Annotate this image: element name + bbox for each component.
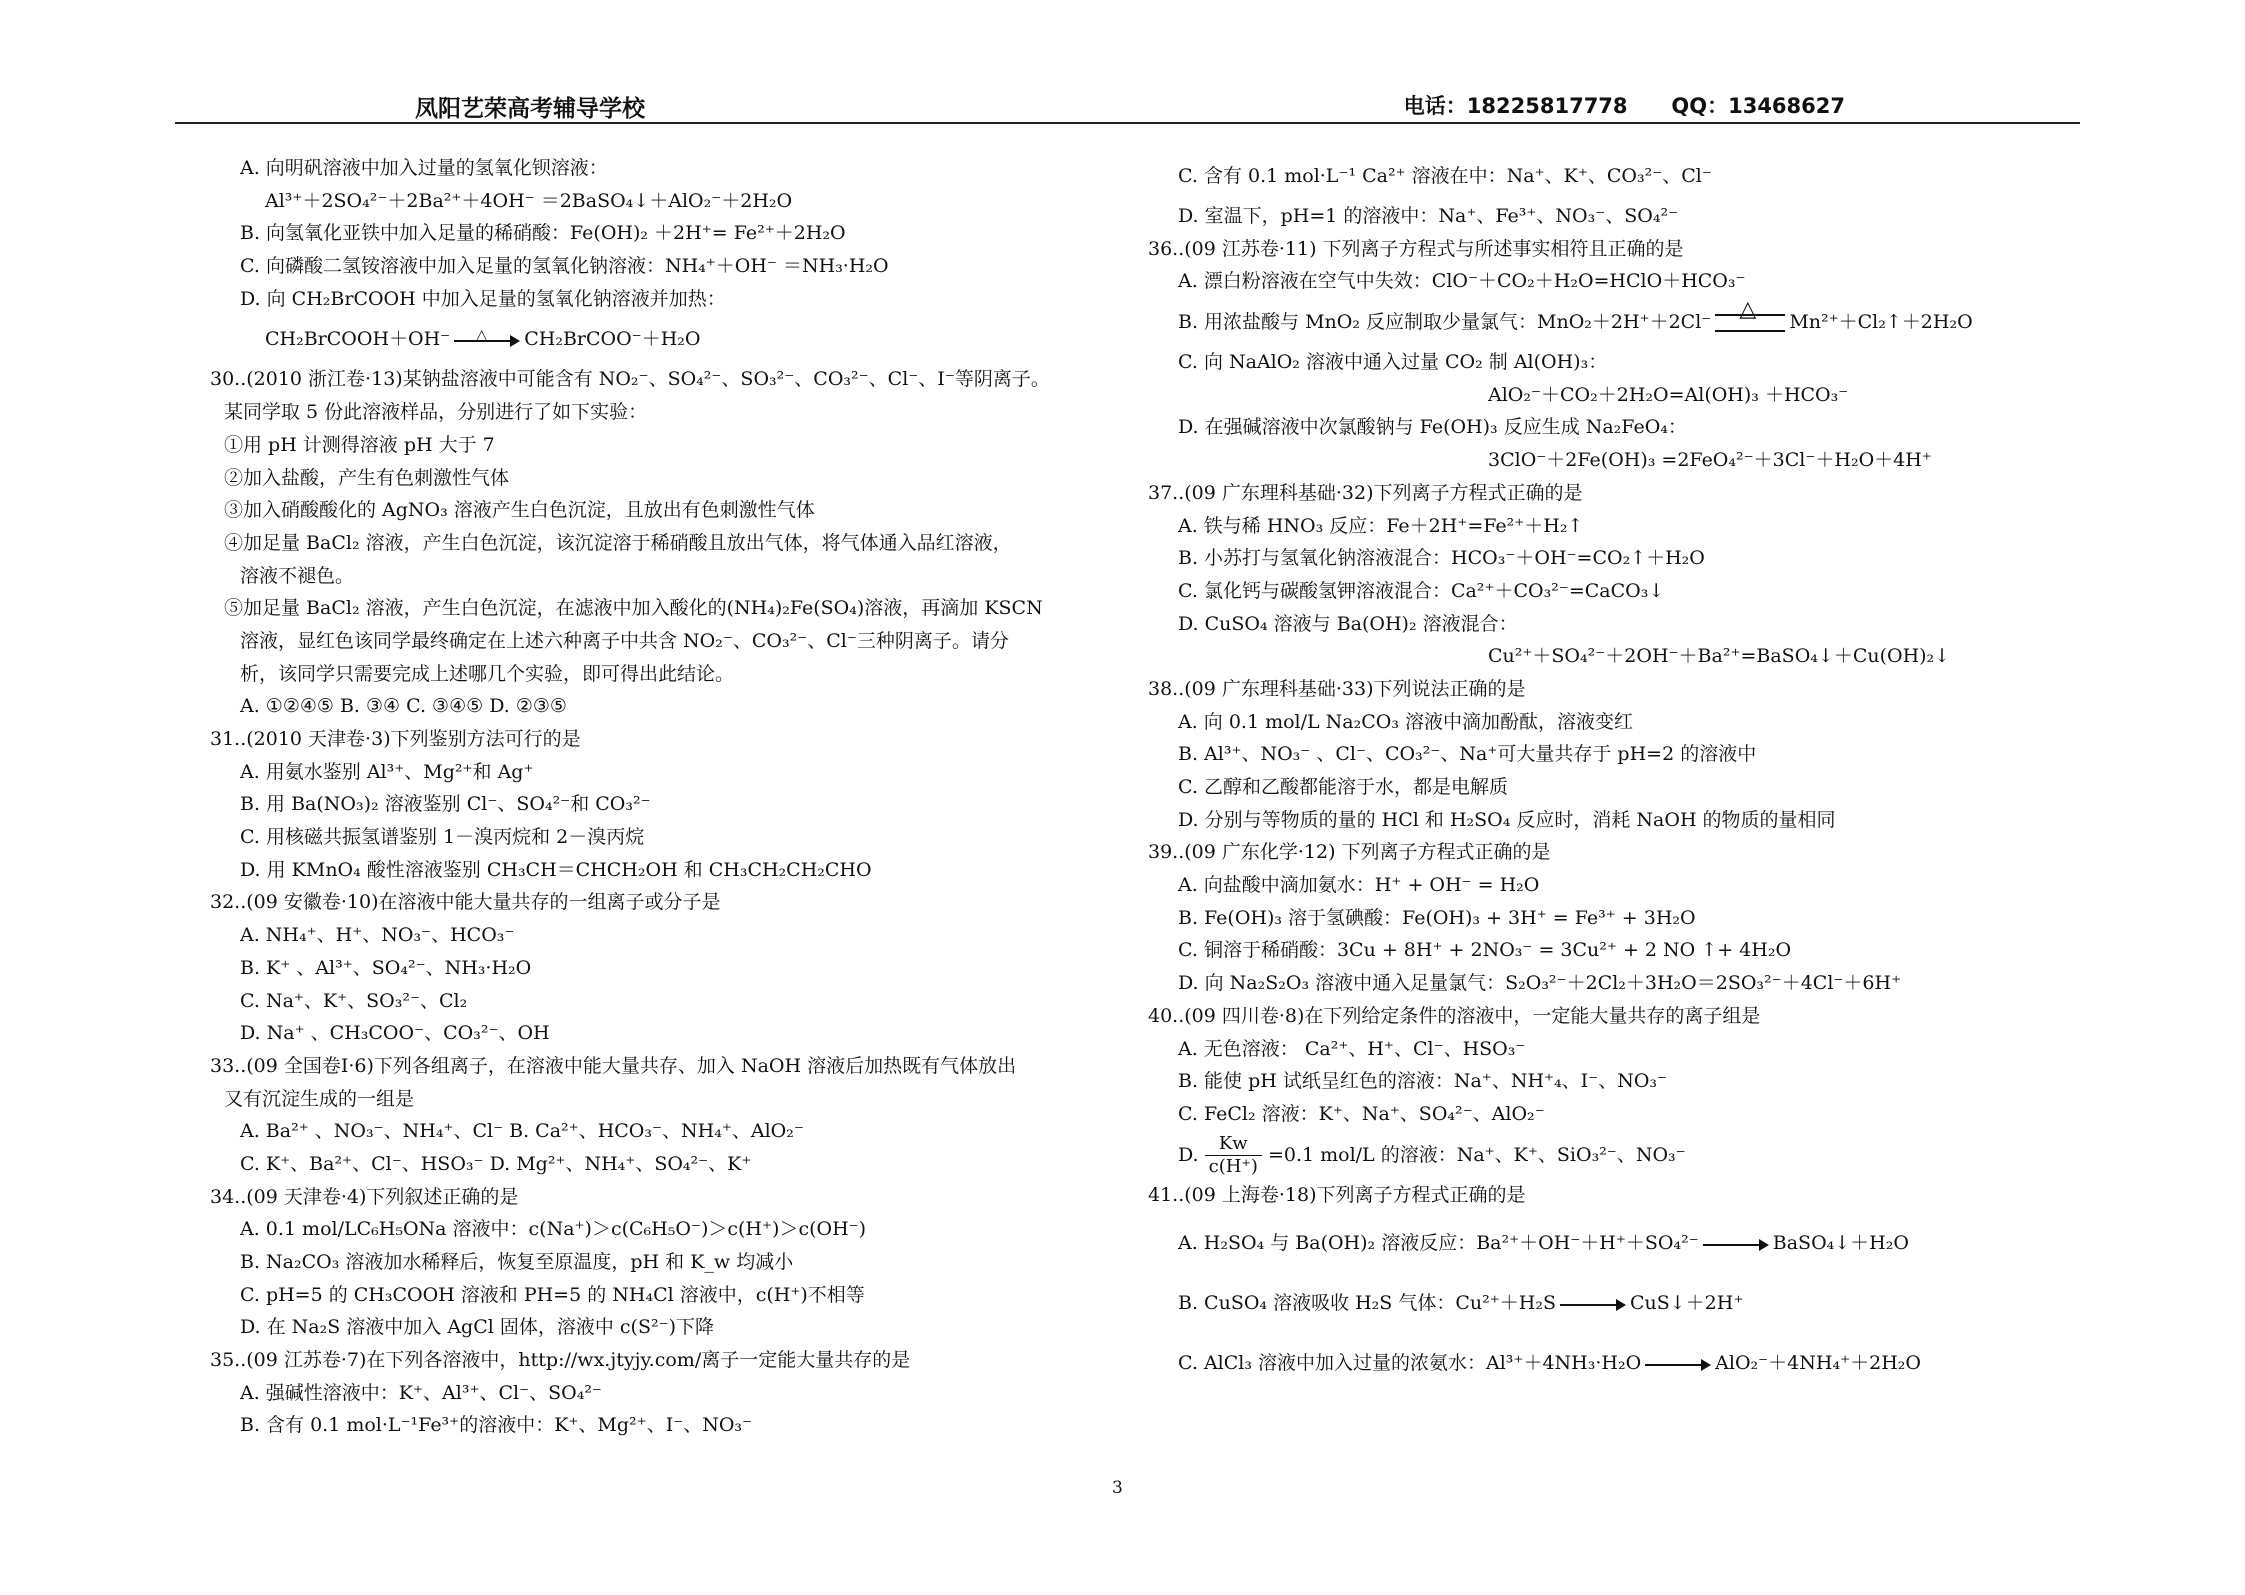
option-letter: D. <box>1178 1143 1199 1166</box>
q30-experiment-1: ①用 pH 计测得溶液 pH 大于 7 <box>224 433 495 456</box>
equation-right: CH₂BrCOO⁻＋H₂O <box>524 328 701 351</box>
equation-left: A. H₂SO₄ 与 Ba(OH)₂ 溶液反应：Ba²⁺＋OH⁻＋H⁺＋SO₄²⁻ <box>1178 1232 1699 1255</box>
q29-option-a: A. 向明矾溶液中加入过量的氢氧化钡溶液： <box>240 157 608 179</box>
q30-options: A. ①②④⑤ B. ③④ C. ③④⑤ D. ②③⑤ <box>240 695 567 718</box>
q41-option-b <box>1148 1279 2108 1327</box>
q40-option-d <box>1148 1131 2108 1179</box>
q29-option-d: D. 向 CH₂BrCOOH 中加入足量的氢氧化钠溶液并加热： <box>240 287 726 310</box>
q32-option-d: D. Na⁺ 、CH₃COO⁻、CO₃²⁻、OH <box>240 1022 550 1045</box>
page-header <box>175 88 2080 124</box>
q31-option-d: D. 用 KMnO₄ 酸性溶液鉴别 CH₃CH＝CHCH₂OH 和 CH₃CH₂CH₂CHO <box>240 858 872 881</box>
q30-experiment-5: ⑤加足量 BaCl₂ 溶液，产生白色沉淀，在滤液中加入酸化的(NH₄)₂Fe(SO₄)溶液，再滴加 KSCN <box>224 597 1043 620</box>
q30-experiment-5-cont: 溶液，显红色该同学最终确定在上述六种离子中共含 NO₂⁻、CO₃²⁻、Cl⁻三种阴离子。请分 <box>240 629 1009 652</box>
q36-stem: 36..(09 江苏卷·11) 下列离子方程式与所述事实相符且正确的是 <box>1148 237 1684 260</box>
left-column <box>210 152 1170 1442</box>
contact-info: 电话：18225817778 QQ：13468627 <box>1403 94 1845 118</box>
q37-option-d-equation: Cu²⁺＋SO₄²⁻＋2OH⁻＋Ba²⁺=BaSO₄↓＋Cu(OH)₂↓ <box>1488 645 1951 668</box>
q30-stem: 30..(2010 浙江卷·13)某钠盐溶液中可能含有 NO₂⁻、SO₄²⁻、SO₃²⁻、CO₃²⁻、Cl⁻、I⁻等阴离子。 <box>210 368 1050 391</box>
q38-stem: 38..(09 广东理科基础·33)下列说法正确的是 <box>1148 677 1526 700</box>
q41-option-a <box>1148 1219 2108 1267</box>
q35-option-c: C. 含有 0.1 mol·L⁻¹ Ca²⁺ 溶液在中：Na⁺、K⁺、CO₃²⁻、Cl⁻ <box>1178 165 1712 187</box>
q41-stem: 41..(09 上海卷·18)下列离子方程式正确的是 <box>1148 1183 1526 1206</box>
page-number: 3 <box>1112 1478 1123 1498</box>
q36-option-c: C. 向 NaAlO₂ 溶液中通入过量 CO₂ 制 Al(OH)₃： <box>1178 351 1608 374</box>
q40-option-b: B. 能使 pH 试纸呈红色的溶液：Na⁺、NH⁺₄、I⁻、NO₃⁻ <box>1178 1070 1668 1093</box>
q35-option-b: B. 含有 0.1 mol·L⁻¹Fe³⁺的溶液中：K⁺、Mg²⁺、I⁻、NO₃⁻ <box>240 1414 753 1437</box>
q35-option-a: A. 强碱性溶液中：K⁺、Al³⁺、Cl⁻、SO₄²⁻ <box>240 1381 602 1404</box>
equation-right: Mn²⁺＋Cl₂↑＋2H₂O <box>1789 311 1973 334</box>
q30-experiment-4-cont: 溶液不褪色。 <box>240 564 355 587</box>
q36-option-b <box>1148 298 2108 346</box>
q37-option-b: B. 小苏打与氢氧化钠溶液混合：HCO₃⁻＋OH⁻=CO₂↑＋H₂O <box>1178 547 1705 570</box>
q37-option-d: D. CuSO₄ 溶液与 Ba(OH)₂ 溶液混合： <box>1178 612 1518 635</box>
q36-option-c-equation: AlO₂⁻＋CO₂＋2H₂O=Al(OH)₃ ＋HCO₃⁻ <box>1488 383 1849 406</box>
equation-left: C. AlCl₃ 溶液中加入过量的浓氨水：Al³⁺＋4NH₃·H₂O <box>1178 1352 1642 1375</box>
q39-option-c: C. 铜溶于稀硝酸：3Cu + 8H⁺ + 2NO₃⁻ = 3Cu²⁺ + 2 NO ↑+ 4H₂O <box>1178 939 1792 962</box>
q32-stem: 32..(09 安徽卷·10)在溶液中能大量共存的一组离子或分子是 <box>210 891 721 914</box>
q39-option-d: D. 向 Na₂S₂O₃ 溶液中通入足量氯气：S₂O₃²⁻＋2Cl₂＋3H₂O＝2SO₃²⁻＋4Cl⁻＋6H⁺ <box>1178 972 1902 995</box>
q31-stem: 31..(2010 天津卷·3)下列鉴别方法可行的是 <box>210 728 581 750</box>
q29-option-c: C. 向磷酸二氢铵溶液中加入足量的氢氧化钠溶液：NH₄⁺＋OH⁻ ＝NH₃·H₂O <box>240 255 889 278</box>
fraction-numerator: Kw <box>1205 1133 1262 1156</box>
option-text: =0.1 mol/L 的溶液：Na⁺、K⁺、SiO₃²⁻、NO₃⁻ <box>1267 1143 1686 1166</box>
q38-option-c: C. 乙醇和乙酸都能溶于水，都是电解质 <box>1178 776 1508 798</box>
q37-option-a: A. 铁与稀 HNO₃ 反应：Fe＋2H⁺=Fe²⁺＋H₂↑ <box>1178 514 1584 537</box>
q29-option-a-equation: Al³⁺＋2SO₄²⁻＋2Ba²⁺＋4OH⁻ ＝2BaSO₄↓＋AlO₂⁻＋2H₂O <box>265 189 793 212</box>
q30-experiment-4: ④加足量 BaCl₂ 溶液，产生白色沉淀，该沉淀溶于稀硝酸且放出气体，将气体通入品红溶液， <box>224 531 1012 554</box>
q35-stem: 35..(09 江苏卷·7)在下列各溶液中，http://wx.jtyjy.com/离子一定能大量共存的是 <box>210 1349 911 1372</box>
q38-option-d: D. 分别与等物质的量的 HCl 和 H₂SO₄ 反应时，消耗 NaOH 的物质的量相同 <box>1178 808 1836 831</box>
q34-option-d: D. 在 Na₂S 溶液中加入 AgCl 固体，溶液中 c(S²⁻)下降 <box>240 1316 715 1339</box>
fraction-denominator: c(H⁺) <box>1208 1156 1258 1178</box>
q34-option-c: C. pH=5 的 CH₃COOH 溶液和 PH=5 的 NH₄Cl 溶液中，c(H⁺)不相等 <box>240 1283 865 1306</box>
equation-right: BaSO₄↓＋H₂O <box>1772 1232 1909 1255</box>
q32-option-b: B. K⁺ 、Al³⁺、SO₄²⁻、NH₃·H₂O <box>240 956 532 979</box>
equation-left: B. CuSO₄ 溶液吸收 H₂S 气体：Cu²⁺＋H₂S <box>1178 1292 1556 1315</box>
equation-right: AlO₂⁻＋4NH₄⁺＋2H₂O <box>1715 1352 1921 1375</box>
q39-option-b: B. Fe(OH)₃ 溶于氢碘酸：Fe(OH)₃ + 3H⁺ = Fe³⁺ + 3H₂O <box>1178 906 1696 929</box>
q41-option-c <box>1148 1339 2108 1387</box>
reaction-arrow-icon <box>1560 1297 1626 1311</box>
q40-option-a: A. 无色溶液： Ca²⁺、H⁺、Cl⁻、HSO₃⁻ <box>1178 1037 1526 1060</box>
q37-option-c: C. 氯化钙与碳酸氢钾溶液混合：Ca²⁺＋CO₃²⁻=CaCO₃↓ <box>1178 579 1665 602</box>
q33-options-cd: C. K⁺、Ba²⁺、Cl⁻、HSO₃⁻ D. Mg²⁺、NH₄⁺、SO₄²⁻、K⁺ <box>240 1152 752 1175</box>
heat-symbol: △ <box>476 327 487 344</box>
q38-option-b: B. Al³⁺、NO₃⁻ 、Cl⁻、CO₃²⁻、Na⁺可大量共存于 pH=2 的溶液中 <box>1178 743 1757 766</box>
q30-stem-cont: 某同学取 5 份此溶液样品，分别进行了如下实验： <box>224 401 648 424</box>
equation-left: B. 用浓盐酸与 MnO₂ 反应制取少量氯气：MnO₂＋2H⁺＋2Cl⁻ <box>1178 311 1712 334</box>
right-column <box>1148 152 2108 1387</box>
q31-option-b: B. 用 Ba(NO₃)₂ 溶液鉴别 Cl⁻、SO₄²⁻和 CO₃²⁻ <box>240 793 651 816</box>
q32-option-c: C. Na⁺、K⁺、SO₃²⁻、Cl₂ <box>240 989 468 1012</box>
q29-option-b: B. 向氢氧化亚铁中加入足量的稀硝酸：Fe(OH)₂ ＋2H⁺= Fe²⁺＋2H₂O <box>240 222 846 245</box>
q34-option-a: A. 0.1 mol/LC₆H₅ONa 溶液中：c(Na⁺)＞c(C₆H₅O⁻)＞c(H⁺)＞c(OH⁻) <box>240 1218 867 1241</box>
school-name: 凤阳艺荣高考辅导学校 <box>415 96 645 122</box>
q36-option-a: A. 漂白粉溶液在空气中失效：ClO⁻＋CO₂＋H₂O=HClO＋HCO₃⁻ <box>1178 270 1746 293</box>
equilibrium-sign-icon <box>1715 298 1785 332</box>
q31-option-a: A. 用氨水鉴别 Al³⁺、Mg²⁺和 Ag⁺ <box>240 760 534 783</box>
q34-stem: 34..(09 天津卷·4)下列叙述正确的是 <box>210 1185 519 1208</box>
reaction-arrow-icon <box>1645 1357 1711 1371</box>
q33-stem-cont: 又有沉淀生成的一组是 <box>224 1087 415 1110</box>
reaction-arrow-icon <box>454 327 520 347</box>
q40-stem: 40..(09 四川卷·8)在下列给定条件的溶液中，一定能大量共存的离子组是 <box>1148 1004 1761 1027</box>
q37-stem: 37..(09 广东理科基础·32)下列离子方程式正确的是 <box>1148 481 1583 504</box>
heat-symbol: △ <box>1739 298 1757 323</box>
q30-experiment-5-cont2: 析，该同学只需要完成上述哪几个实验，即可得出此结论。 <box>240 662 735 685</box>
reaction-arrow-icon <box>1703 1237 1769 1251</box>
q33-options-ab: A. Ba²⁺ 、NO₃⁻、NH₄⁺、Cl⁻ B. Ca²⁺、HCO₃⁻、NH₄⁺、AlO₂⁻ <box>240 1120 804 1143</box>
q33-stem: 33..(09 全国卷Ⅰ·6)下列各组离子，在溶液中能大量共存、加入 NaOH 溶液后加热既有气体放出 <box>210 1054 1017 1077</box>
q38-option-a: A. 向 0.1 mol/L Na₂CO₃ 溶液中滴加酚酞，溶液变红 <box>1178 710 1634 733</box>
q36-option-d: D. 在强碱溶液中次氯酸钠与 Fe(OH)₃ 反应生成 Na₂FeO₄： <box>1178 416 1687 439</box>
q30-experiment-2: ②加入盐酸，产生有色刺激性气体 <box>224 466 510 489</box>
equation-right: CuS↓＋2H⁺ <box>1629 1292 1744 1315</box>
q34-option-b: B. Na₂CO₃ 溶液加水稀释后，恢复至原温度，pH 和 K_w 均减小 <box>240 1251 794 1273</box>
q31-option-c: C. 用核磁共振氢谱鉴别 1－溴丙烷和 2－溴丙烷 <box>240 826 645 849</box>
q39-option-a: A. 向盐酸中滴加氨水：H⁺ + OH⁻ = H₂O <box>1178 874 1540 897</box>
q30-experiment-3: ③加入硝酸酸化的 AgNO₃ 溶液产生白色沉淀，且放出有色刺激性气体 <box>224 499 815 522</box>
q29-option-d-equation <box>210 315 1170 363</box>
equation-left: CH₂BrCOOH＋OH⁻ <box>265 328 451 351</box>
fraction <box>1205 1133 1262 1178</box>
q40-option-c: C. FeCl₂ 溶液：K⁺、Na⁺、SO₄²⁻、AlO₂⁻ <box>1178 1102 1545 1125</box>
q32-option-a: A. NH₄⁺、H⁺、NO₃⁻、HCO₃⁻ <box>240 924 515 947</box>
q36-option-d-equation: 3ClO⁻＋2Fe(OH)₃ =2FeO₄²⁻＋3Cl⁻＋H₂O＋4H⁺ <box>1488 449 1932 472</box>
q39-stem: 39..(09 广东化学·12) 下列离子方程式正确的是 <box>1148 841 1551 864</box>
q35-option-d: D. 室温下，pH=1 的溶液中：Na⁺、Fe³⁺、NO₃⁻、SO₄²⁻ <box>1178 205 1679 227</box>
